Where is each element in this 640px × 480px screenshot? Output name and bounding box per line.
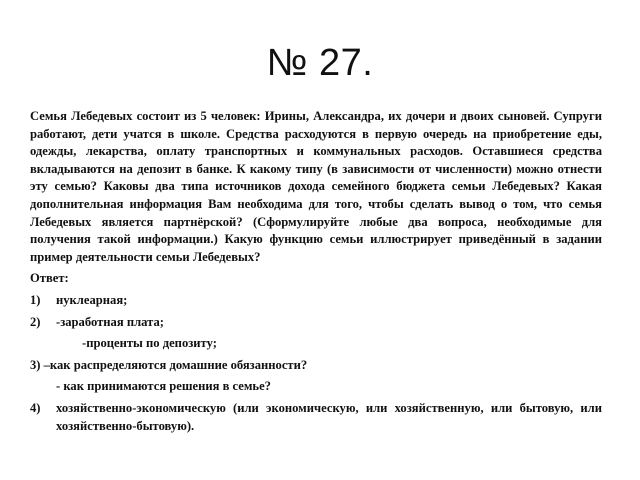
answer-item-2 <box>30 314 602 332</box>
answer-item-4 <box>30 400 602 435</box>
task-text: Семья Лебедевых состоит из 5 человек: Ирины, Александра, их дочери и двоих сыновей. Супруги работают, дети учатся в школе. Средства расходуются в первую очередь на приобретение еды, одежды, лекарства, оплату транспортных и коммунальных расходов. Оставшиеся средства вкладываются на депозит в банке. К какому типу (в зависимости от численности) можно отнести эту семью? Каковы два типа источников дохода семейного бюджета семьи Лебедевых? Какая дополнительная информация Вам необходима для того, чтобы сделать вывод о том, что семья Лебедевых является партнёрской? (Сформулируйте любые два вопроса, необходимые для получения такой информации.) Какую функцию семьи иллюстрирует приведённый в задании пример деятельности семьи Лебедевых? <box>30 109 602 264</box>
answer-label: Ответ: <box>30 271 69 286</box>
answer-item-3: 3) –как распределяются домашние обязанности? <box>30 357 308 372</box>
answer-text: нуклеарная; <box>56 292 128 307</box>
answer-text: -заработная плата; <box>56 314 164 329</box>
answer-number: 1) <box>30 292 41 307</box>
slide-title: № 27. <box>266 42 374 84</box>
answer-subitem: - как принимаются решения в семье? <box>56 379 271 394</box>
answer-number: 2) <box>30 314 41 329</box>
answer-number: 4) <box>30 400 41 415</box>
answer-text: хозяйственно-экономическую (или экономическую, или хозяйственную, или бытовую, или хозяйственно-бытовую). <box>56 400 602 433</box>
slide-body <box>30 108 602 439</box>
answer-subitem: -проценты по депозиту; <box>82 336 217 351</box>
answer-item-1 <box>30 292 602 310</box>
